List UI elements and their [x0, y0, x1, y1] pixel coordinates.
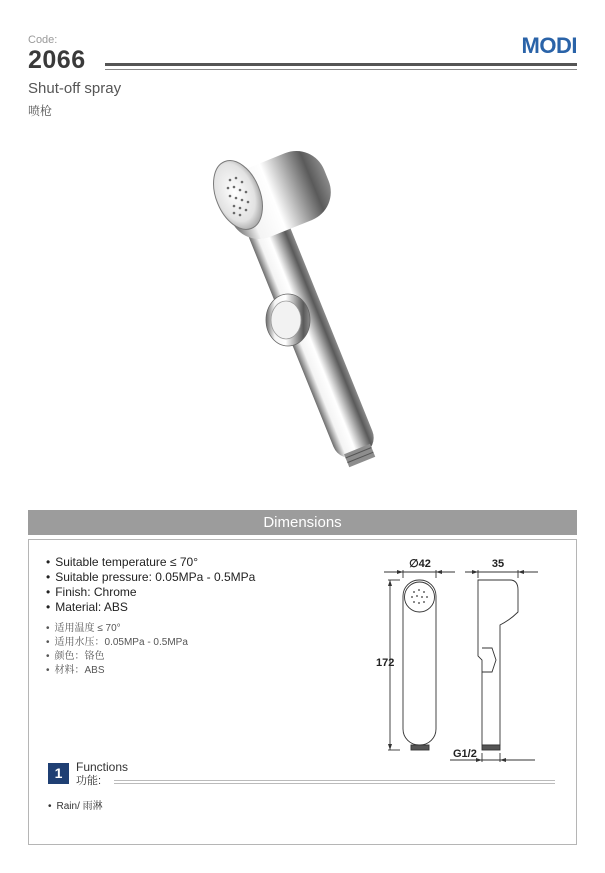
spec-item-cn: • 材料：ABS: [46, 664, 188, 678]
diameter-label: ∅42: [409, 558, 431, 570]
spec-item: • Finish: Chrome: [46, 585, 255, 600]
spec-item: • Suitable pressure: 0.05MPa - 0.5MPa: [46, 570, 255, 585]
dimensions-header: Dimensions: [28, 510, 577, 535]
thread-label: G1/2: [453, 748, 477, 760]
header-rule-thin: [105, 69, 577, 70]
functions-title-en: Functions: [76, 760, 129, 774]
technical-drawing: [370, 550, 555, 775]
depth-label: 35: [491, 558, 505, 570]
trigger-button: [266, 294, 310, 346]
functions-title-cn: 功能:: [76, 775, 102, 787]
spec-item-cn: • 适用温度 ≤ 70°: [46, 622, 188, 636]
spec-item-cn: • 颜色：铬色: [46, 650, 188, 664]
height-label: 172: [376, 657, 395, 669]
function-item: • Rain/ 雨淋: [48, 797, 103, 812]
code-label: Code:: [28, 34, 58, 46]
product-name-cn: 喷枪: [28, 104, 53, 118]
spec-item-cn: • 适用水压：0.05MPa - 0.5MPa: [46, 636, 188, 650]
side-view-outline: [478, 580, 518, 745]
spec-item: • Suitable temperature ≤ 70°: [46, 555, 255, 570]
brand-logo: MODI: [521, 33, 577, 58]
product-code: 2066: [28, 46, 86, 74]
specs-list-cn: [46, 622, 188, 678]
spec-item: • Material: ABS: [46, 600, 255, 615]
product-name-en: Shut-off spray: [28, 80, 122, 97]
header-rule: [105, 63, 577, 66]
functions-rule: [114, 780, 555, 781]
product-image: [200, 140, 420, 480]
specs-list-en: [46, 555, 255, 615]
functions-rule-2: [114, 783, 555, 784]
functions-number-badge: 1: [48, 763, 69, 784]
drawing-spray-holes: [411, 589, 428, 604]
front-view-outline: [403, 580, 436, 745]
